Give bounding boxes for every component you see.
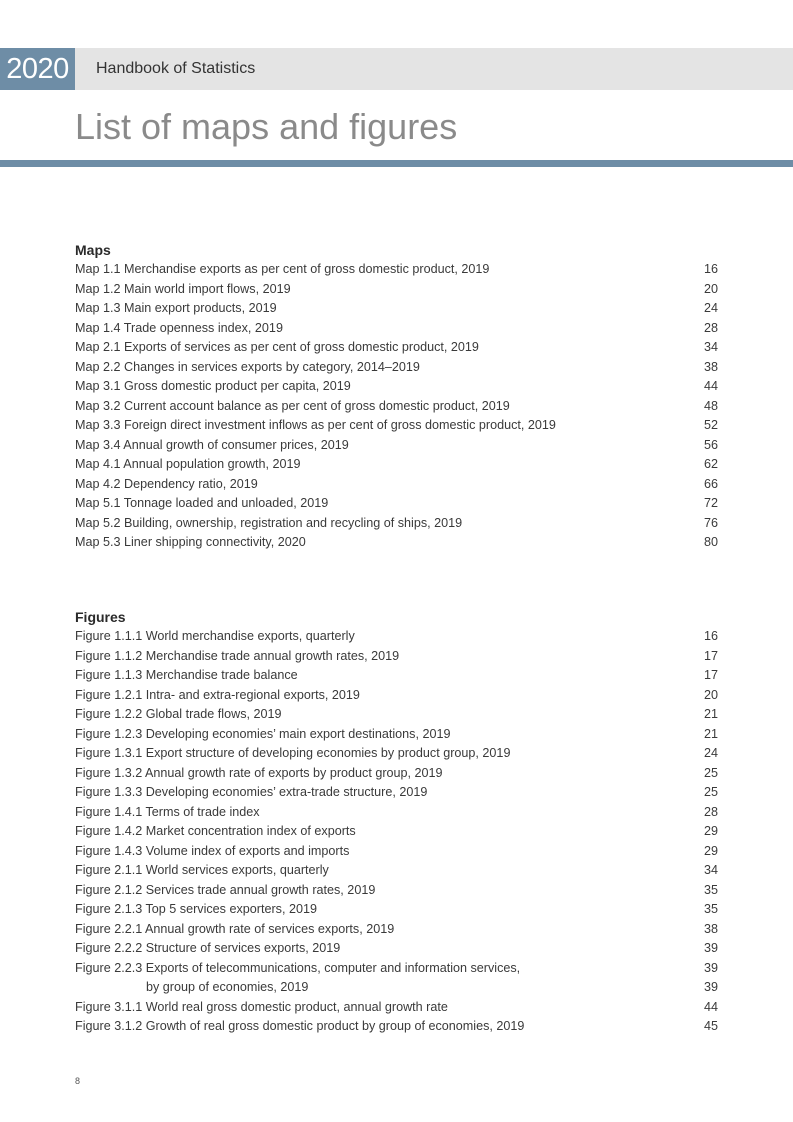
page-title: List of maps and figures: [75, 106, 458, 147]
toc-entry-title: Figure 1.2.1 Intra- and extra-regional exports, 2019: [75, 687, 360, 702]
figures-list: [75, 627, 718, 1037]
toc-entry-title: Figure 1.3.3 Developing economies’ extra-trade structure, 2019: [75, 785, 428, 799]
toc-entry-title: Map 1.2 Main world import flows, 2019: [75, 281, 291, 296]
toc-entry[interactable]: [75, 377, 718, 397]
toc-entry-title: Map 3.1 Gross domestic product per capita, 2019: [75, 379, 351, 393]
toc-entry-page: 29: [703, 843, 718, 858]
toc-entry[interactable]: [75, 744, 718, 764]
toc-entry[interactable]: [75, 881, 718, 901]
toc-entry-page: 44: [703, 999, 718, 1014]
toc-entry-title: Figure 1.3.1 Export structure of developing economies by product group, 2019: [75, 746, 511, 760]
toc-entry[interactable]: [75, 533, 718, 553]
toc-entry-page: 24: [703, 301, 718, 315]
toc-entry[interactable]: [75, 900, 718, 920]
toc-entry-title: by group of economies, 2019: [146, 980, 309, 994]
toc-entry[interactable]: [75, 705, 718, 725]
toc-entry[interactable]: [75, 436, 718, 456]
toc-entry-title: Figure 2.2.2 Structure of services exports, 2019: [75, 941, 341, 955]
toc-entry-title: Figure 3.1.2 Growth of real gross domestic product by group of economies, 2019: [75, 1019, 525, 1033]
toc-entry-page: 20: [703, 687, 718, 702]
toc-entry[interactable]: [75, 822, 718, 842]
toc-entry[interactable]: [75, 998, 718, 1018]
toc-entry[interactable]: [75, 959, 718, 979]
figures-section: [75, 608, 718, 1037]
toc-entry[interactable]: [75, 939, 718, 959]
toc-entry-page: 28: [703, 804, 718, 819]
toc-entry-title: Figure 1.1.2 Merchandise trade annual growth rates, 2019: [75, 648, 400, 663]
toc-entry-page: 34: [703, 340, 718, 354]
toc-entry[interactable]: [75, 338, 718, 358]
toc-entry-title: Figure 1.1.3 Merchandise trade balance: [75, 668, 298, 682]
toc-entry-title: Figure 2.1.3 Top 5 services exporters, 2019: [75, 902, 317, 916]
toc-entry-page: 35: [703, 902, 718, 916]
toc-entry[interactable]: [75, 764, 718, 784]
title-divider: [0, 160, 793, 167]
toc-entry-page: 17: [703, 668, 718, 682]
toc-entry-title: Figure 1.4.1 Terms of trade index: [75, 804, 260, 819]
toc-entry-page: 44: [703, 379, 718, 393]
toc-entry-page: 66: [703, 476, 718, 491]
toc-entry[interactable]: [75, 358, 718, 378]
toc-entry-title: Figure 2.2.1 Annual growth rate of services exports, 2019: [75, 921, 395, 936]
maps-heading: Maps: [75, 242, 111, 258]
toc-entry-page: 38: [703, 921, 718, 936]
toc-entry-page: 24: [703, 746, 718, 760]
toc-entry[interactable]: [75, 978, 718, 998]
toc-entry-title: Map 2.2 Changes in services exports by category, 2014–2019: [75, 359, 420, 374]
toc-entry-page: 29: [703, 824, 718, 838]
toc-entry-page: 39: [703, 941, 718, 955]
toc-entry-title: Figure 1.2.2 Global trade flows, 2019: [75, 707, 282, 721]
toc-entry[interactable]: [75, 920, 718, 940]
toc-entry-page: 39: [703, 960, 718, 975]
toc-entry-title: Figure 1.4.3 Volume index of exports and imports: [75, 843, 350, 858]
toc-entry[interactable]: [75, 280, 718, 300]
toc-entry-title: Figure 3.1.1 World real gross domestic product, annual growth rate: [75, 999, 448, 1014]
toc-entry-page: 72: [703, 496, 718, 510]
maps-list: [75, 260, 718, 553]
toc-entry-title: Map 2.1 Exports of services as per cent of gross domestic product, 2019: [75, 340, 479, 354]
toc-entry-title: Figure 2.1.1 World services exports, quarterly: [75, 863, 329, 877]
toc-entry-title: Map 1.1 Merchandise exports as per cent of gross domestic product, 2019: [75, 262, 490, 276]
figures-heading: Figures: [75, 609, 126, 625]
toc-entry[interactable]: [75, 1017, 718, 1037]
toc-entry-page: 16: [703, 262, 718, 276]
toc-entry-page: 76: [703, 515, 718, 530]
toc-entry-page: 17: [703, 648, 718, 663]
toc-entry[interactable]: [75, 803, 718, 823]
toc-entry[interactable]: [75, 725, 718, 745]
publication-title: Handbook of Statistics: [96, 60, 256, 77]
toc-entry[interactable]: [75, 842, 718, 862]
toc-entry-title: Figure 1.3.2 Annual growth rate of exports by product group, 2019: [75, 765, 443, 780]
toc-entry[interactable]: [75, 319, 718, 339]
toc-entry-title: Figure 1.4.2 Market concentration index of exports: [75, 824, 356, 838]
toc-entry[interactable]: [75, 627, 718, 647]
toc-entry-page: 39: [703, 980, 718, 994]
toc-entry-page: 38: [703, 359, 718, 374]
toc-entry-page: 28: [703, 320, 718, 335]
toc-entry[interactable]: [75, 783, 718, 803]
toc-entry[interactable]: [75, 299, 718, 319]
toc-entry-page: 25: [703, 765, 718, 780]
toc-entry-title: Map 3.3 Foreign direct investment inflows as per cent of gross domestic product, 2019: [75, 418, 556, 432]
toc-entry[interactable]: [75, 475, 718, 495]
toc-entry-title: Map 3.4 Annual growth of consumer prices, 2019: [75, 437, 349, 452]
toc-entry-page: 56: [703, 437, 718, 452]
toc-entry[interactable]: [75, 494, 718, 514]
toc-entry[interactable]: [75, 397, 718, 417]
toc-entry-page: 21: [703, 707, 718, 721]
toc-entry-title: Map 1.4 Trade openness index, 2019: [75, 320, 283, 335]
toc-entry-title: Map 4.2 Dependency ratio, 2019: [75, 476, 258, 491]
toc-entry[interactable]: [75, 514, 718, 534]
toc-entry[interactable]: [75, 686, 718, 706]
toc-entry-title: Figure 2.1.2 Services trade annual growth rates, 2019: [75, 882, 376, 897]
toc-entry[interactable]: [75, 666, 718, 686]
toc-entry-title: Map 1.3 Main export products, 2019: [75, 301, 277, 315]
toc-entry-page: 25: [703, 785, 718, 799]
toc-entry-page: 16: [703, 629, 718, 643]
toc-entry-title: Map 5.3 Liner shipping connectivity, 2020: [75, 535, 306, 549]
toc-entry-title: Map 5.1 Tonnage loaded and unloaded, 2019: [75, 496, 329, 510]
toc-entry-page: 62: [703, 457, 718, 471]
year-badge: 2020: [0, 48, 75, 90]
maps-section: [75, 241, 718, 553]
toc-entry-page: 52: [703, 418, 718, 432]
toc-entry-title: Map 3.2 Current account balance as per cent of gross domestic product, 2019: [75, 398, 510, 413]
toc-entry[interactable]: [75, 455, 718, 475]
toc-entry-page: 35: [703, 882, 718, 897]
toc-entry[interactable]: [75, 260, 718, 280]
page-number: 8: [75, 1076, 81, 1086]
toc-entry-page: 34: [703, 863, 718, 877]
toc-entry-page: 21: [703, 726, 718, 741]
toc-entry[interactable]: [75, 416, 718, 436]
toc-entry-page: 80: [703, 535, 718, 549]
toc-entry-title: Map 4.1 Annual population growth, 2019: [75, 457, 301, 471]
toc-entry-title: Figure 1.1.1 World merchandise exports, quarterly: [75, 629, 355, 643]
toc-entry-title: Figure 2.2.3 Exports of telecommunications, computer and information services,: [75, 960, 521, 975]
toc-entry-page: 45: [703, 1019, 718, 1033]
toc-entry-page: 20: [703, 281, 718, 296]
toc-entry-title: Figure 1.2.3 Developing economies’ main export destinations, 2019: [75, 726, 451, 741]
toc-entry-title: Map 5.2 Building, ownership, registration and recycling of ships, 2019: [75, 515, 463, 530]
toc-entry[interactable]: [75, 647, 718, 667]
toc-entry[interactable]: [75, 861, 718, 881]
toc-entry-page: 48: [703, 398, 718, 413]
